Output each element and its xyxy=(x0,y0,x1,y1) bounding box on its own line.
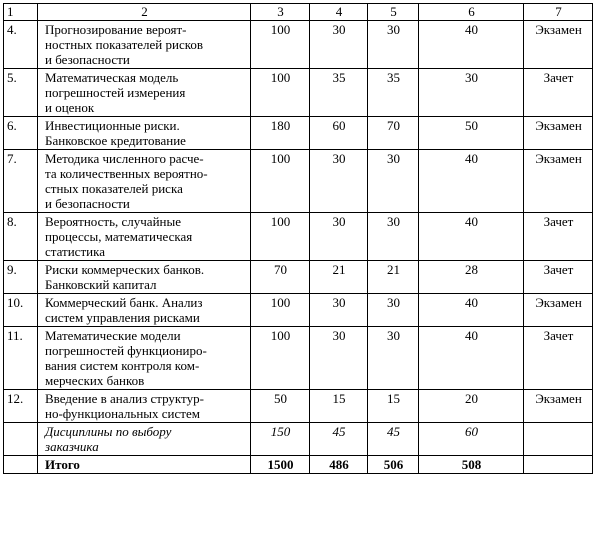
total-hours-cell: 180 xyxy=(251,117,310,150)
practice-hours-cell: 30 xyxy=(368,327,419,390)
header-cell: 4 xyxy=(310,4,368,21)
row-number-cell: 12. xyxy=(4,390,38,423)
practice-hours-cell: 506 xyxy=(368,456,419,474)
discipline-name-cell xyxy=(38,261,251,294)
total-hours-cell: 50 xyxy=(251,390,310,423)
practice-hours-cell: 45 xyxy=(368,423,419,456)
assessment-cell: Экзамен xyxy=(524,117,593,150)
assessment-cell: Экзамен xyxy=(524,390,593,423)
header-cell: 2 xyxy=(38,4,251,21)
header-cell: 1 xyxy=(4,4,38,21)
table-row xyxy=(4,294,593,327)
discipline-name-line: мерческих банков xyxy=(45,373,145,388)
discipline-name-line: стных показателей риска xyxy=(45,181,183,196)
discipline-name-line: Дисциплины по выбору xyxy=(45,424,172,439)
header-cell: 5 xyxy=(368,4,419,21)
assessment-cell: Зачет xyxy=(524,261,593,294)
discipline-name-line: погрешностей измерения xyxy=(45,85,186,100)
discipline-name-line: ностных показателей рисков xyxy=(45,37,204,52)
discipline-name-line: Банковское кредитование xyxy=(45,133,186,148)
discipline-name-cell xyxy=(38,150,251,213)
row-number-cell: 9. xyxy=(4,261,38,294)
assessment-cell: Экзамен xyxy=(524,21,593,69)
self-study-hours-cell: 40 xyxy=(419,327,524,390)
total-hours-cell: 1500 xyxy=(251,456,310,474)
row-number-cell xyxy=(4,456,38,474)
discipline-name-line: вания систем контроля ком- xyxy=(45,358,200,373)
discipline-name-line: и безопасности xyxy=(45,52,130,67)
self-study-hours-cell: 60 xyxy=(419,423,524,456)
discipline-name-line: Вероятность, случайные xyxy=(45,214,181,229)
lecture-hours-cell: 15 xyxy=(310,390,368,423)
discipline-name-line: Введение в анализ структур- xyxy=(45,391,204,406)
lecture-hours-cell: 30 xyxy=(310,327,368,390)
discipline-name-line: Коммерческий банк. Анализ xyxy=(45,295,203,310)
discipline-name-line: и безопасности xyxy=(45,196,130,211)
self-study-hours-cell: 40 xyxy=(419,213,524,261)
discipline-name-cell xyxy=(38,21,251,69)
table-row xyxy=(4,390,593,423)
total-hours-cell: 100 xyxy=(251,150,310,213)
assessment-cell: Зачет xyxy=(524,327,593,390)
self-study-hours-cell: 28 xyxy=(419,261,524,294)
total-hours-cell: 100 xyxy=(251,294,310,327)
lecture-hours-cell: 486 xyxy=(310,456,368,474)
assessment-cell: Зачет xyxy=(524,213,593,261)
assessment-cell: Зачет xyxy=(524,69,593,117)
row-number-cell: 7. xyxy=(4,150,38,213)
curriculum-table xyxy=(3,3,593,474)
discipline-name-line: Прогнозирование вероят- xyxy=(45,22,187,37)
practice-hours-cell: 35 xyxy=(368,69,419,117)
header-cell: 7 xyxy=(524,4,593,21)
assessment-cell xyxy=(524,456,593,474)
lecture-hours-cell: 30 xyxy=(310,294,368,327)
table-row xyxy=(4,21,593,69)
row-number-cell: 11. xyxy=(4,327,38,390)
practice-hours-cell: 30 xyxy=(368,150,419,213)
row-number-cell: 6. xyxy=(4,117,38,150)
elective-row xyxy=(4,423,593,456)
table-row xyxy=(4,213,593,261)
discipline-name-cell xyxy=(38,294,251,327)
total-hours-cell: 100 xyxy=(251,213,310,261)
discipline-name-line: заказчика xyxy=(45,439,99,454)
lecture-hours-cell: 30 xyxy=(310,213,368,261)
assessment-cell: Экзамен xyxy=(524,150,593,213)
discipline-name-cell xyxy=(38,69,251,117)
discipline-name-line: Риски коммерческих банков. xyxy=(45,262,205,277)
discipline-name-line: Математическая модель xyxy=(45,70,179,85)
discipline-name-line: та количественных вероятно- xyxy=(45,166,208,181)
discipline-name-line: статистика xyxy=(45,244,105,259)
row-number-cell: 10. xyxy=(4,294,38,327)
lecture-hours-cell: 30 xyxy=(310,21,368,69)
practice-hours-cell: 30 xyxy=(368,213,419,261)
discipline-name-cell xyxy=(38,213,251,261)
assessment-cell xyxy=(524,423,593,456)
row-number-cell: 4. xyxy=(4,21,38,69)
discipline-name-cell xyxy=(38,423,251,456)
assessment-cell: Экзамен xyxy=(524,294,593,327)
discipline-name-line: и оценок xyxy=(45,100,95,115)
self-study-hours-cell: 50 xyxy=(419,117,524,150)
discipline-name-line: Банковский капитал xyxy=(45,277,157,292)
header-row xyxy=(4,4,593,21)
self-study-hours-cell: 40 xyxy=(419,21,524,69)
discipline-name-line: погрешностей функциониро- xyxy=(45,343,207,358)
lecture-hours-cell: 21 xyxy=(310,261,368,294)
practice-hours-cell: 70 xyxy=(368,117,419,150)
table-row xyxy=(4,150,593,213)
table-row xyxy=(4,117,593,150)
practice-hours-cell: 30 xyxy=(368,21,419,69)
lecture-hours-cell: 45 xyxy=(310,423,368,456)
discipline-name-line: систем управления рисками xyxy=(45,310,200,325)
row-number-cell: 5. xyxy=(4,69,38,117)
total-hours-cell: 150 xyxy=(251,423,310,456)
self-study-hours-cell: 30 xyxy=(419,69,524,117)
header-cell: 3 xyxy=(251,4,310,21)
total-hours-cell: 100 xyxy=(251,21,310,69)
lecture-hours-cell: 60 xyxy=(310,117,368,150)
row-number-cell: 8. xyxy=(4,213,38,261)
lecture-hours-cell: 30 xyxy=(310,150,368,213)
discipline-name-cell xyxy=(38,327,251,390)
discipline-name-line: процессы, математическая xyxy=(45,229,193,244)
practice-hours-cell: 21 xyxy=(368,261,419,294)
discipline-name-line: но-функциональных систем xyxy=(45,406,200,421)
discipline-name-line: Математические модели xyxy=(45,328,181,343)
self-study-hours-cell: 20 xyxy=(419,390,524,423)
total-hours-cell: 100 xyxy=(251,69,310,117)
self-study-hours-cell: 40 xyxy=(419,150,524,213)
practice-hours-cell: 15 xyxy=(368,390,419,423)
table-row xyxy=(4,327,593,390)
discipline-name-line: Инвестиционные риски. xyxy=(45,118,180,133)
discipline-name-cell xyxy=(38,117,251,150)
discipline-name-cell xyxy=(38,390,251,423)
discipline-name-line: Методика численного расче- xyxy=(45,151,204,166)
table-row xyxy=(4,261,593,294)
row-number-cell xyxy=(4,423,38,456)
practice-hours-cell: 30 xyxy=(368,294,419,327)
self-study-hours-cell: 40 xyxy=(419,294,524,327)
header-cell: 6 xyxy=(419,4,524,21)
total-label-cell: Итого xyxy=(38,456,251,474)
total-hours-cell: 100 xyxy=(251,327,310,390)
total-row xyxy=(4,456,593,474)
table-row xyxy=(4,69,593,117)
total-hours-cell: 70 xyxy=(251,261,310,294)
lecture-hours-cell: 35 xyxy=(310,69,368,117)
self-study-hours-cell: 508 xyxy=(419,456,524,474)
